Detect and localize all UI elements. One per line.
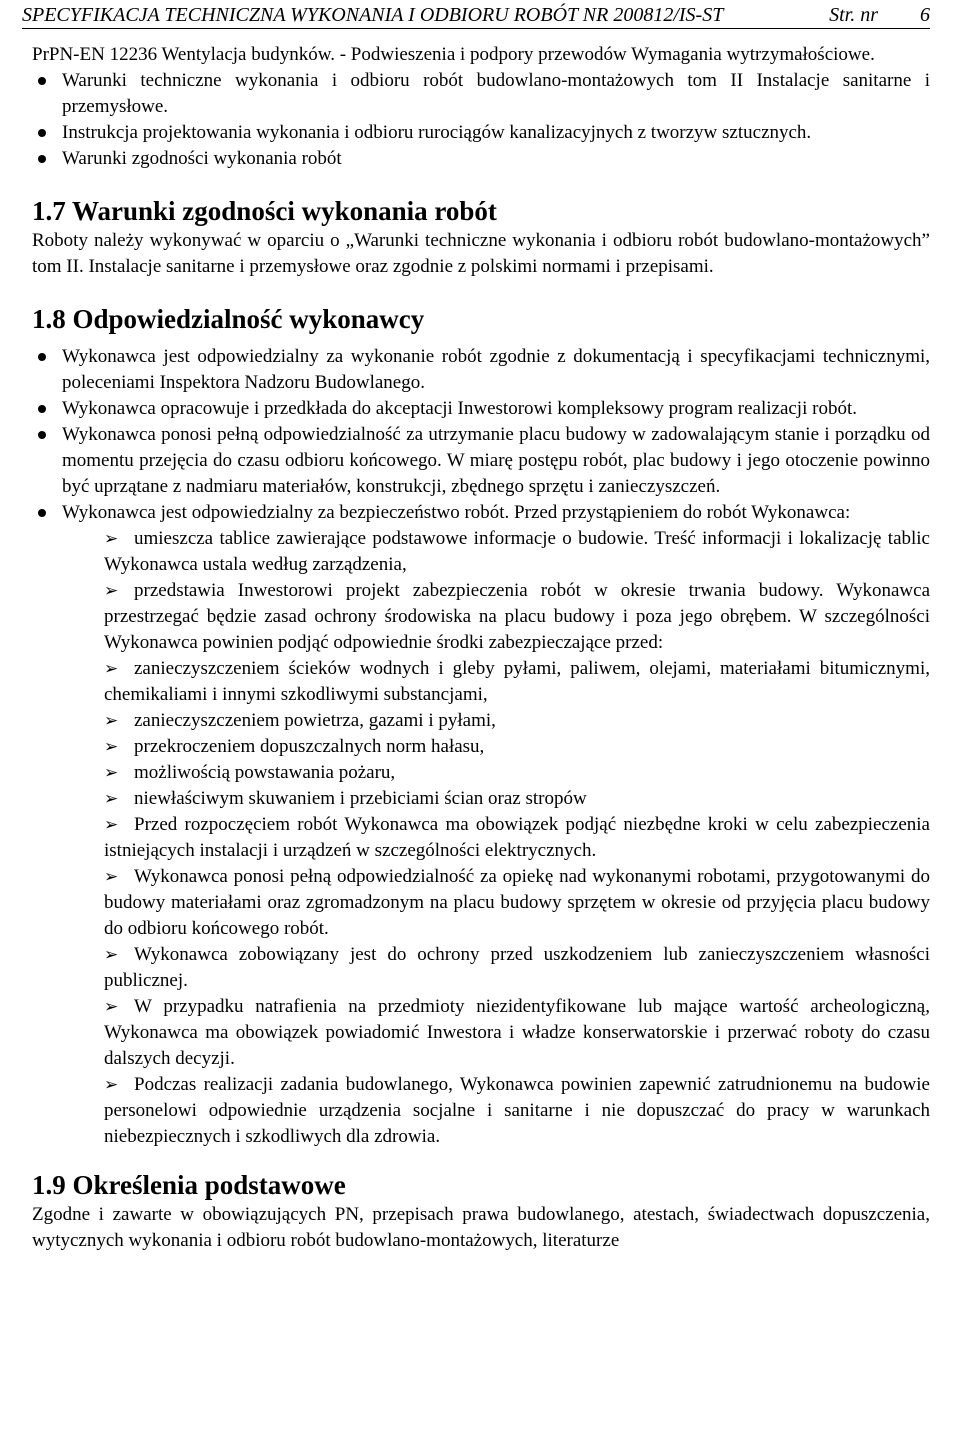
header-page-number: 6	[920, 4, 930, 26]
list-item: Warunki techniczne wykonania i odbioru robót budowlano-montażowych tom II Instalacje sanitarne i przemysłowe.	[62, 68, 930, 120]
section-heading-1-7: 1.7 Warunki zgodności wykonania robót	[32, 196, 497, 226]
list-item: Wykonawca ponosi pełną odpowiedzialność za utrzymanie placu budowy w zadowalającym stanie i porządku od momentu przejęcia do czasu odbioru końcowego. W miarę postępu robót, plac budowy i jego otoczenie powinno być uprzątane z nadmiaru materiałów, konstrukcji, zbędnego sprzętu i zanieczyszczeń.	[62, 422, 930, 500]
section-heading-1-9: 1.9 Określenia podstawowe	[32, 1170, 346, 1200]
list-item: Instrukcja projektowania wykonania i odbioru rurociągów kanalizacyjnych z tworzyw sztucznych.	[62, 120, 930, 146]
responsibility-bullet-list	[32, 344, 930, 526]
arrow-list-item: ➢ umieszcza tablice zawierające podstawowe informacje o budowie. Treść informacji i lokalizację tablic Wykonawca ustala według zarządzenia,	[104, 528, 930, 575]
arrow-list-item: ➢ Wykonawca ponosi pełną odpowiedzialność za opiekę nad wykonanymi robotami, przygotowanymi do budowy materiałami oraz zgromadzonym na placu budowy sprzętem w okresie od przyjęcia placu budowy do odbioru końcowego robót.	[104, 866, 930, 939]
page-content	[32, 42, 930, 1254]
list-item: Warunki zgodności wykonania robót	[62, 146, 930, 172]
arrowhead-bullet-icon: ➢	[104, 711, 119, 731]
arrowhead-bullet-icon: ➢	[104, 763, 119, 783]
arrow-list-item: ➢ Podczas realizacji zadania budowlanego, Wykonawca powinien zapewnić zatrudnionemu na budowie personelowi odpowiednie urządzenia socjalne i sanitarne i nie dopuszczać do pracy w warunkach niebezpiecznych i szkodliwych dla zdrowia.	[104, 1074, 930, 1147]
arrowhead-bullet-icon: ➢	[104, 867, 119, 887]
list-item: Wykonawca opracowuje i przedkłada do akceptacji Inwestorowi kompleksowy program realizacji robót.	[62, 396, 930, 422]
list-item: Wykonawca jest odpowiedzialny za wykonanie robót zgodnie z dokumentacją i specyfikacjami technicznymi, poleceniami Inspektora Nadzoru Budowlanego.	[62, 344, 930, 396]
arrow-list-item: ➢ zanieczyszczeniem powietrza, gazami i pyłami,	[32, 708, 930, 734]
arrow-list-item: ➢ możliwością powstawania pożaru,	[32, 760, 930, 786]
arrowhead-bullet-icon: ➢	[104, 997, 119, 1017]
arrowhead-bullet-icon: ➢	[104, 1075, 119, 1095]
list-item: Wykonawca jest odpowiedzialny za bezpieczeństwo robót. Przed przystąpieniem do robót Wykonawca:	[62, 500, 930, 526]
arrowhead-bullet-icon: ➢	[104, 659, 119, 679]
arrow-list-item: ➢ W przypadku natrafienia na przedmioty niezidentyfikowane lub mające wartość archeologiczną, Wykonawca ma obowiązek powiadomić Inwestora i władze konserwatorskie i przerwać roboty do czasu dalszych decyzji.	[104, 996, 930, 1069]
arrowhead-bullet-icon: ➢	[104, 945, 119, 965]
arrow-list-item: ➢ Wykonawca zobowiązany jest do ochrony przed uszkodzeniem lub zanieczyszczeniem własności publicznej.	[104, 944, 930, 991]
arrow-list-item: ➢ zanieczyszczeniem ścieków wodnych i gleby pyłami, paliwem, olejami, materiałami bitumicznymi, chemikaliami i innymi szkodliwymi substancjami,	[104, 658, 930, 705]
arrowhead-bullet-icon: ➢	[104, 815, 119, 835]
arrow-list-item: ➢ przedstawia Inwestorowi projekt zabezpieczenia robót w okresie trwania budowy. Wykonawca przestrzegać będzie zasad ochrony środowiska na placu budowy i poza jego obrębem. W szczególności Wykonawca powinien podjąć odpowiednie środki zabezpieczające przed:	[104, 580, 930, 653]
arrowhead-bullet-icon: ➢	[104, 529, 119, 549]
intro-bullet-list	[32, 68, 930, 172]
section-1-9-body: Zgodne i zawarte w obowiązujących PN, przepisach prawa budowlanego, atestach, świadectwach dopuszczenia, wytycznych wykonania i odbioru robót budowlano-montażowych, literaturze	[32, 1204, 930, 1251]
arrowhead-bullet-icon: ➢	[104, 789, 119, 809]
arrow-list-item: ➢ przekroczeniem dopuszczalnych norm hałasu,	[32, 734, 930, 760]
section-heading-1-8: 1.8 Odpowiedzialność wykonawcy	[32, 304, 425, 334]
header-title: SPECYFIKACJA TECHNICZNA WYKONANIA I ODBIORU ROBÓT NR 200812/IS-ST	[22, 4, 724, 26]
section-1-7-body: Roboty należy wykonywać w oparciu o „Warunki techniczne wykonania i odbioru robót budowlano-montażowych” tom II. Instalacje sanitarne i przemysłowe oraz zgodnie z polskimi normami i przepisami.	[32, 230, 930, 277]
header-page-info	[829, 2, 930, 28]
arrowhead-bullet-icon: ➢	[104, 737, 119, 757]
arrow-list-item: ➢ niewłaściwym skuwaniem i przebiciami ścian oraz stropów	[32, 786, 930, 812]
header-page-label: Str. nr	[829, 4, 878, 26]
intro-continued-text: PrPN-EN 12236 Wentylacja budynków. - Podwieszenia i podpory przewodów Wymagania wytrzymałościowe.	[32, 44, 875, 65]
arrow-list-item: ➢ Przed rozpoczęciem robót Wykonawca ma obowiązek podjąć niezbędne kroki w celu zabezpieczenia istniejących instalacji i urządzeń w szczególności elektrycznych.	[104, 814, 930, 861]
safety-arrow-list	[32, 526, 930, 1150]
arrowhead-bullet-icon: ➢	[104, 581, 119, 601]
page-header	[22, 2, 930, 29]
